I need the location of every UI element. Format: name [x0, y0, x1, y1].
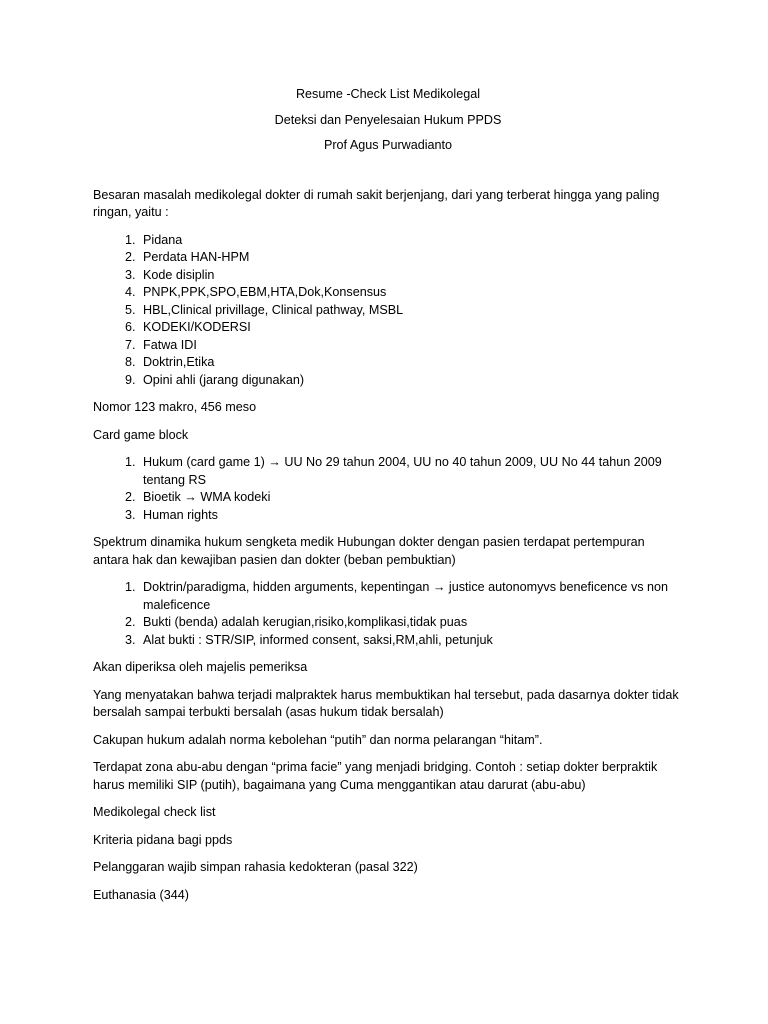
list-item: 5. HBL,Clinical privillage, Clinical pathway, MSBL — [139, 302, 683, 320]
body-paragraph: Terdapat zona abu-abu dengan “prima facie” yang menjadi bridging. Contoh : setiap dokter berpraktik harus memiliki SIP (putih), bagaimana yang Cuma menggantikan atau darurat (abu-abu) — [93, 760, 658, 792]
body-paragraph: Yang menyatakan bahwa terjadi malpraktek harus membuktikan hal tersebut, pada dasarnya dokter tidak bersalah sampai terbukti bersalah (asas hukum tidak bersalah) — [93, 687, 679, 719]
document-author: Prof Agus Purwadianto — [323, 138, 453, 152]
list-item: 3. Human rights — [139, 507, 683, 525]
list-item: 3. Kode disiplin — [139, 267, 683, 285]
body-paragraph: Akan diperiksa oleh majelis pemeriksa — [93, 660, 308, 674]
card-game-heading: Card game block — [93, 427, 189, 442]
body-paragraph: Euthanasia (344) — [93, 887, 189, 902]
list-item: 1. Hukum (card game 1) → UU No 29 tahun 2004, UU no 40 tahun 2009, UU No 44 tahun 2009 tentang RS — [139, 454, 683, 489]
document-body — [93, 86, 683, 914]
list-item: 3. Alat bukti : STR/SIP, informed consent, saksi,RM,ahli, petunjuk — [139, 632, 683, 650]
list-item: 2. Bioetik → WMA kodeki — [139, 489, 683, 507]
list-item: 9. Opini ahli (jarang digunakan) — [139, 372, 683, 390]
list-item: 6. KODEKI/KODERSI — [139, 319, 683, 337]
list-item: 1. Doktrin/paradigma, hidden arguments, kepentingan → justice autonomyvs beneficence vs non maleficence — [139, 579, 683, 614]
spektrum-list — [93, 579, 683, 649]
list-item: 7. Fatwa IDI — [139, 337, 683, 355]
document-title: Resume -Check List Medikolegal — [295, 87, 481, 101]
body-paragraph: Cakupan hukum adalah norma kebolehan “putih” dan norma pelarangan “hitam”. — [93, 732, 543, 747]
list-item: 4. PNPK,PPK,SPO,EBM,HTA,Dok,Konsensus — [139, 284, 683, 302]
spacer — [93, 163, 683, 187]
list-item: 2. Bukti (benda) adalah kerugian,risiko,komplikasi,tidak puas — [139, 614, 683, 632]
document-subtitle: Deteksi dan Penyelesaian Hukum PPDS — [274, 112, 502, 127]
list-item: 8. Doktrin,Etika — [139, 354, 683, 372]
list-item: 2. Perdata HAN-HPM — [139, 249, 683, 267]
spektrum-paragraph: Spektrum dinamika hukum sengketa medik Hubungan dokter dengan pasien terdapat pertempuran antara hak dan kewajiban pasien dan dokter (beban pembuktian) — [93, 535, 645, 567]
list-item: 1. Pidana — [139, 232, 683, 250]
body-paragraph: Medikolegal check list — [93, 805, 216, 819]
body-paragraph: Pelanggaran wajib simpan rahasia kedokteran (pasal 322) — [93, 860, 418, 874]
card-game-list — [93, 454, 683, 524]
medicolegal-levels-list — [93, 232, 683, 390]
nomor-paragraph: Nomor 123 makro, 456 meso — [93, 400, 257, 414]
intro-paragraph: Besaran masalah medikolegal dokter di rumah sakit berjenjang, dari yang terberat hingga yang paling ringan, yaitu : — [93, 187, 660, 219]
body-paragraph: Kriteria pidana bagi ppds — [93, 832, 233, 847]
